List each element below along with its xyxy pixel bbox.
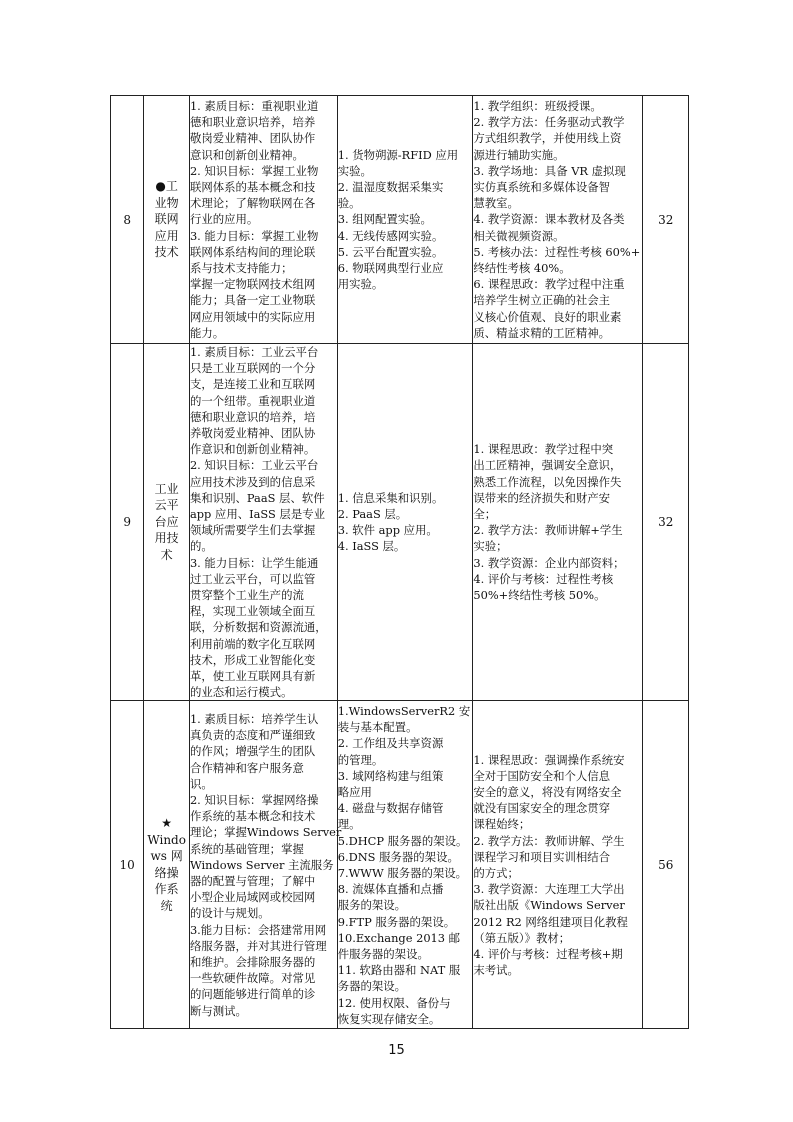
course-name-line: ws 网 [150,849,183,864]
course-name-line: 统 [160,898,173,913]
goal-line: 作意识和创新创业精神。 [189,442,316,457]
goal-line: 联网体系的基本概念和技 [189,179,316,194]
content-line: 3. 组网配置实验。 [337,212,432,227]
content-line: 理。 [337,817,361,832]
goal-line: 德和职业意识培养，培养 [189,115,316,130]
page-number: 15 [388,1043,405,1058]
goal-line: 术理论；了解物联网在各 [189,196,316,211]
goal-line: 利用前端的数字化互联网 [189,636,316,651]
method-line: 4. 评价与考核：过程考核+期 [473,946,623,961]
content-line: 略应用 [337,784,372,799]
goal-line: Windows Server 主流服务 [189,857,334,872]
goal-line: 的作风；增强学生的团队 [189,744,316,759]
course-goals [189,96,337,344]
goal-line: 作系统的基本概念和技术 [189,809,316,824]
goal-line: 的一个纽带。重视职业道 [189,393,316,408]
goal-line: 1. 素质目标：工业云平台 [189,345,319,359]
content-line: 实验。 [337,163,372,178]
goal-line: 的。 [189,539,213,554]
goal-line: 3. 能力目标：让学生能通 [189,555,319,570]
method-line: 义核心价值观、良好的职业素 [473,309,622,324]
goal-line: 合作精神和客户服务意 [189,760,304,775]
goal-line: 的设计与规划。 [189,906,270,921]
course-hours: 32 [643,344,689,701]
content-line: 的管理。 [337,752,384,767]
course-name-line: 络操 [154,865,179,880]
goal-line: 1. 素质目标：培养学生认 [189,712,319,727]
content-line: 8. 流媒体直播和点播 [337,882,444,897]
goal-line: 一些软硬件故障。对常见 [189,971,316,986]
goal-line: 敬岗爱业精神、团队协作 [189,131,316,146]
content-line: 4. IaSS 层。 [337,539,406,554]
course-name-line: 业物 [154,195,179,210]
method-line: 5. 考核办法：过程性考核 60%+ [473,244,641,259]
method-line: 2. 教学方法：教师讲解+学生 [473,523,623,538]
course-hours: 56 [643,701,689,1029]
method-line: （第五版）》教材； [473,930,571,945]
method-line: 出工匠精神，强调安全意识， [473,458,622,473]
goal-line: 贯穿整个工业生产的流 [189,588,304,603]
course-name-line: 应用 [154,228,179,243]
method-line: 1. 教学组织：班级授课。 [473,98,602,113]
course-content [337,701,473,1029]
method-line: 安全的意义，将没有网络安全 [473,784,622,799]
table-row [111,344,689,701]
goal-line: 掌握一定物联网技术组网 [189,277,316,292]
goal-line: 技术，形成工业智能化变 [189,652,316,667]
course-number: 9 [111,344,144,701]
content-line: 服务的架设。 [337,898,407,913]
course-number: 8 [111,96,144,344]
method-line: 4. 评价与考核：过程性考核 [473,571,614,586]
method-line: 培养学生树立正确的社会主 [473,293,611,308]
method-line: 全； [473,507,497,522]
goal-line: 的业态和运行模式。 [189,685,293,700]
method-line: 的方式； [473,865,519,880]
content-line: 11. 软路由器和 NAT 服 [337,963,461,978]
content-line: 件服务器的架设。 [337,946,429,961]
goal-line: 网应用领域中的实际应用 [189,309,316,324]
method-line: 就没有国家安全的理念贯穿 [473,801,611,816]
goal-line: 2. 知识目标：工业云平台 [189,458,319,473]
course-name-line: 台应 [154,514,179,529]
content-line: 7.WWW 服务器的架设。 [337,865,468,880]
method-line: 源进行辅助实施。 [473,147,565,162]
teaching-methods [473,344,643,701]
course-name-line: 技术 [154,245,179,260]
method-line: 方式组织教学，并使用线上资 [473,131,622,146]
content-line: 5. 云平台配置实验。 [337,244,444,259]
course-goals [189,344,337,701]
goal-line: 德和职业意识的培养，培 [189,409,316,424]
goal-line: 络服务器，并对其进行管理 [189,938,327,953]
goal-line: 领域所需要学生们去掌握 [189,523,316,538]
method-line: 2. 教学方法：任务驱动式教学 [473,115,625,130]
method-line: 版社出版《Windows Server [473,898,625,913]
goal-line: 只是工业互联网的一个分 [189,361,316,376]
teaching-methods [473,96,643,344]
goal-line: 识。 [189,776,213,791]
course-name-line: ●工 [155,179,178,194]
course-name [144,96,190,344]
content-line: 3. 域网络构建与组策 [337,768,444,783]
goal-line: 3. 能力目标：掌握工业物 [189,228,319,243]
goal-line: 3.能力目标：会搭建常用网 [189,922,327,937]
course-name [144,701,190,1029]
course-name-line: 用技 [154,531,179,546]
goal-line: 的问题能够进行简单的诊 [189,987,316,1002]
content-line: 2. 温湿度数据采集实 [337,179,444,194]
goal-line: 联，分析数据和资源流通， [189,620,327,635]
method-line: 3. 教学资源：企业内部资料； [473,555,625,570]
method-line: 课程学习和项目实训相结合 [473,849,611,864]
goal-line: 支，是连接工业和互联网 [189,377,316,392]
course-hours: 32 [643,96,689,344]
method-line: 慧教室。 [473,196,519,211]
method-line: 终结性考核 40%。 [473,261,571,275]
method-line: 全对于国防安全和个人信息 [473,768,611,783]
method-line: 末考试。 [473,963,519,978]
goal-line: 断与测试。 [189,1003,247,1018]
goal-line: 2. 知识目标：掌握工业物 [189,163,319,178]
goal-line: 系统的基础管理；掌握 [189,841,304,856]
goal-line: 意识和创新创业精神。 [189,147,304,162]
content-line: 6. 物联网典型行业应 [337,261,444,275]
method-line: 3. 教学资源：大连理工大学出 [473,882,625,897]
teaching-methods [473,701,643,1029]
content-line: 12. 使用权限、备份与 [337,995,451,1010]
course-name-line: Windo [147,832,186,847]
content-line: 10.Exchange 2013 邮 [337,930,461,945]
method-line: 3. 教学场地：具备 VR 虚拟现 [473,163,626,178]
goal-line: 小型企业局域网或校园网 [189,890,316,905]
method-line: 1. 课程思政：强调操作系统安 [473,752,625,767]
goal-line: 能力；具备一定工业物联 [189,293,316,308]
table-row [111,96,689,344]
content-line: 3. 软件 app 应用。 [337,523,438,538]
goal-line: 应用技术涉及到的信息采 [189,474,316,489]
goal-line: 养敬岗爱业精神、团队协 [189,426,316,441]
content-line: 装与基本配置。 [337,720,418,735]
goal-line: 联网体系结构间的理论联 [189,244,316,259]
method-line: 实仿真系统和多媒体设备智 [473,179,611,194]
method-line: 相关微视频资源。 [473,228,565,243]
goal-line: 过工业云平台，可以监管 [189,571,316,586]
content-line: 5.DHCP 服务器的架设。 [337,833,468,848]
method-line: 课程始终； [473,817,531,832]
course-content [337,96,473,344]
goal-line: 系与技术支持能力； [189,261,293,275]
goal-line: 真负责的态度和严谨细致 [189,728,316,743]
method-line: 质、精益求精的工匠精神。 [473,325,611,340]
method-line: 4. 教学资源：课本教材及各类 [473,212,625,227]
goal-line: 2. 知识目标：掌握网络操 [189,793,319,808]
method-line: 1. 课程思政：教学过程中突 [473,442,614,457]
method-line: 2012 R2 网络组建项目化教程 [473,914,628,929]
goal-line: 革，使工业互联网具有新 [189,669,316,684]
method-line: 实验； [473,539,508,554]
course-goals [189,701,342,1029]
course-name-line: 术 [160,547,173,562]
content-line: 恢复实现存储安全。 [337,1011,441,1026]
method-line: 6. 课程思政：教学过程中注重 [473,277,625,292]
table-row [111,701,689,1029]
goal-line: 理论；掌握Windows Server [189,825,342,840]
content-line: 务器的架设。 [337,979,407,994]
content-line: 1. 货物朔源-RFID 应用 [337,147,459,162]
content-line: 用实验。 [337,277,384,292]
content-line: 4. 无线传感网实验。 [337,228,444,243]
method-line: 50%+终结性考核 50%。 [473,588,606,603]
course-name-line: 工业 [154,481,179,496]
course-name [144,344,190,701]
course-name-line: 云平 [154,498,179,513]
content-line: 1.WindowsServerR2 安 [337,703,471,718]
curriculum-table [110,95,689,1029]
course-name-line: ★ [161,816,173,831]
goal-line: 和维护。会排除服务器的 [189,955,316,970]
method-line: 2. 教学方法：教师讲解、学生 [473,833,625,848]
goal-line: 能力。 [189,325,225,340]
method-line: 熟悉工作流程，以免因操作失 [473,474,622,489]
goal-line: 程，实现工业领域全面互 [189,604,316,619]
content-line: 4. 磁盘与数据存储管 [337,801,444,816]
course-name-line: 联网 [154,212,179,227]
goal-line: 1. 素质目标：重视职业道 [189,98,319,113]
goal-line: 器的配置与管理；了解中 [189,874,316,889]
goal-line: app 应用、IaSS 层是专业 [189,507,325,522]
content-line: 2. 工作组及共享资源 [337,736,444,751]
course-content [337,344,473,701]
course-name-line: 作系 [154,882,179,897]
method-line: 误带来的经济损失和财产安 [473,490,611,505]
content-line: 9.FTP 服务器的架设。 [337,914,456,929]
content-line: 1. 信息采集和识别。 [337,490,444,505]
content-line: 2. PaaS 层。 [337,507,408,522]
content-line: 验。 [337,196,361,211]
goal-line: 行业的应用。 [189,212,259,227]
goal-line: 集和识别、PaaS 层、软件 [189,490,325,505]
content-line: 6.DNS 服务器的架设。 [337,849,459,864]
course-number: 10 [111,701,144,1029]
